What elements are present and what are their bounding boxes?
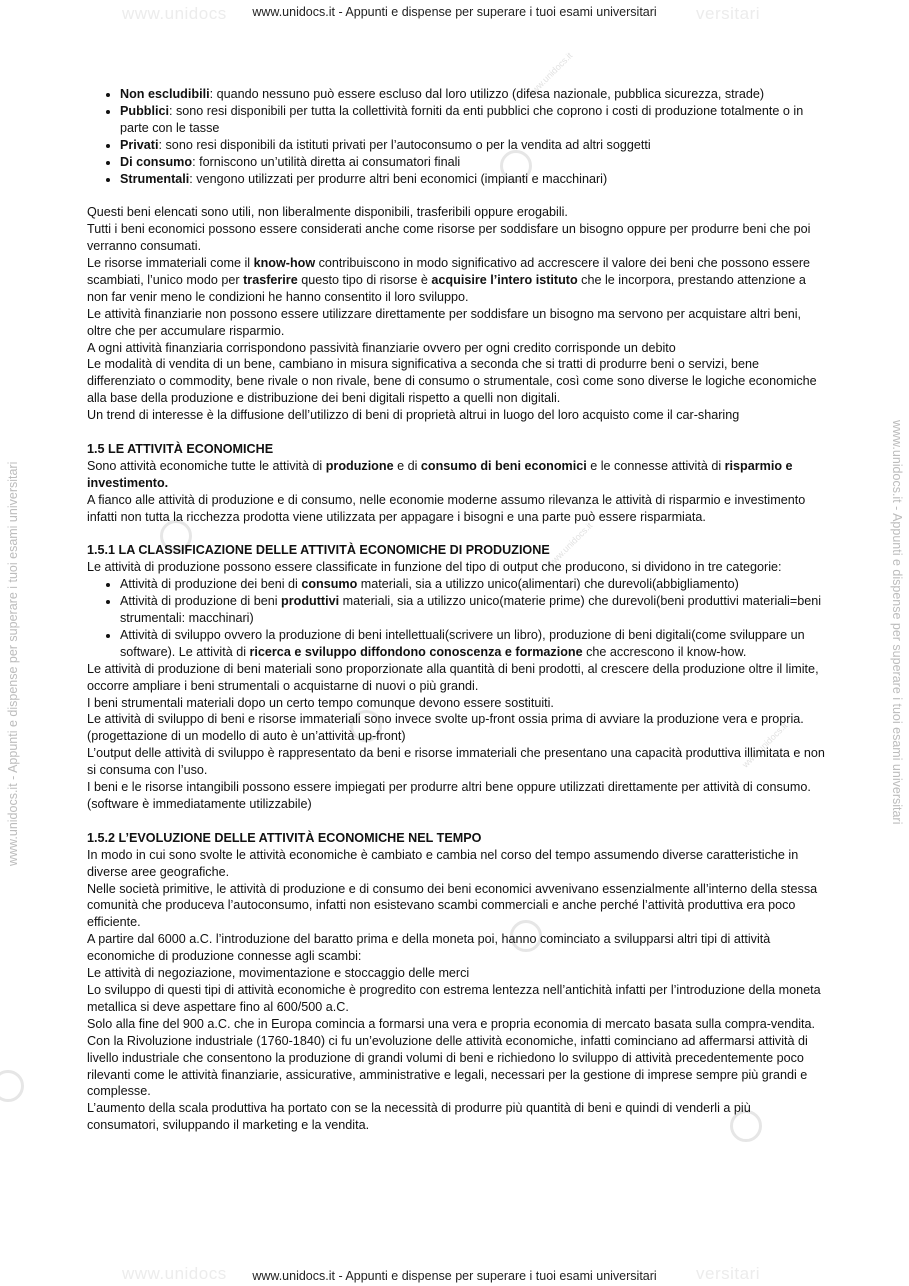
paragraph: Le attività di produzione di beni materiali sono proporzionate alla quantità di beni prodotti, al crescere della produzione oltre il limite, occorre ampliare i beni strumentali o acquistarne di nuovi o più grandi. — [87, 661, 819, 693]
watermark-top-right: versitari — [696, 4, 761, 23]
list-item: • Attività di sviluppo ovvero la produzione di beni intellettuali(scrivere un libro), produzione di beni digitali(come sviluppare un software). Le attività di ricerca e sviluppo diffondono conoscenza e formazione che accrescono il know-how. — [120, 627, 825, 661]
list-item: • Attività di produzione di beni produttivi materiali, sia a utilizzo unico(materie prime) che durevoli(beni produttivi materiali=beni strumentali: macchinari) — [120, 593, 825, 627]
section-heading: 1.5.2 L’EVOLUZIONE DELLE ATTIVITÀ ECONOMICHE NEL TEMPO — [87, 830, 482, 845]
paragraph: L’output delle attività di sviluppo è rappresentato da beni e risorse immateriali che presentano una capacità produttiva illimitata e non si consuma con l’uso. — [87, 746, 825, 778]
paragraph: A partire dal 6000 a.C. l’introduzione del baratto prima e della moneta poi, hanno cominciato a svilupparsi altri tipi di attività economiche di produzione connesse agli scambi: — [87, 932, 771, 964]
paragraph: A ogni attività finanziaria corrispondono passività finanziarie ovvero per ogni credito corrisponde un debito — [87, 340, 676, 355]
paragraph: Lo sviluppo di questi tipi di attività economiche è progredito con estrema lentezza nell’antichità infatti per l’introduzione della moneta metallica si deve aspettare fino al 600/500 a.C. — [87, 982, 821, 1014]
list-attivita — [87, 576, 825, 661]
paragraph: Le attività di produzione possono essere classificate in funzione del tipo di output che producono, si dividono in tre categorie: — [87, 560, 782, 575]
paragraph: Solo alla fine del 900 a.C. che in Europa comincia a formarsi una vera e propria economia di mercato basata sulla compra-vendita. — [87, 1016, 816, 1031]
watermark-diagonal: www.unidocs.it — [525, 50, 575, 100]
definition: : vengono utilizzati per produrre altri beni economici (impianti e macchinari) — [189, 171, 608, 186]
term: Strumentali — [120, 171, 190, 186]
paragraph: A fianco alle attività di produzione e di consumo, nelle economie moderne assumo rilevanza le attività di risparmio e investimento infatti non tutta la ricchezza prodotta viene utilizzata per appagare i bisogni e una parte può essere risparmiata. — [87, 492, 806, 524]
paragraph: Le attività di negoziazione, movimentazione e stoccaggio delle merci — [87, 966, 470, 981]
paragraph: Tutti i beni economici possono essere considerati anche come risorse per soddisfare un bisogno oppure per produrre beni che poi verranno consumati. — [87, 222, 811, 254]
term: Privati — [120, 137, 159, 152]
section-heading: 1.5 LE ATTIVITÀ ECONOMICHE — [87, 442, 274, 456]
term: Pubblici — [120, 103, 169, 118]
paragraph: Le attività finanziarie non possono essere utilizzare direttamente per soddisfare un bisogno ma servono per acquistare altri beni, oltre che per accumulare risparmio. — [87, 306, 802, 338]
paragraph: I beni e le risorse intangibili possono essere impiegati per produrre altri bene oppure utilizzati direttamente per attività di consumo. (software è immediatamente utilizzabile) — [87, 780, 811, 812]
term: Non escludibili — [120, 87, 210, 101]
watermark-left-vertical: www.unidocs.it - Appunti e dispense per superare i tuoi esami universitari — [6, 461, 20, 866]
paragraph: Sono attività economiche tutte le attività di produzione e di consumo di beni economici e le connesse attività di risparmio e investimento. — [87, 458, 793, 490]
paragraph: Le modalità di vendita di un bene, cambiano in misura significativa a seconda che si tratti di produrre beni o servizi, bene differenziato o commodity, bene rivale o non rivale, bene di consumo o strumentale, così come sono diverse le logiche economiche alla base della produzione e distribuzione dei beni digitali rispetto a quelli non digitali. — [87, 357, 817, 406]
paragraph: In modo in cui sono svolte le attività economiche è cambiato e cambia nel corso del tempo assumendo diverse caratteristiche in diverse aree geografiche. — [87, 847, 799, 879]
watermark-logo-icon — [0, 1070, 24, 1102]
paragraph: I beni strumentali materiali dopo un certo tempo comunque devono essere sostituiti. — [87, 695, 554, 710]
term: Di consumo — [120, 154, 193, 169]
paragraph: L’aumento della scala produttiva ha portato con se la necessità di produrre più quantità di beni e quindi di venderli a più consumatori, sviluppando il marketing e la vendita. — [87, 1101, 751, 1133]
list-beni — [87, 86, 825, 187]
list-item — [120, 171, 825, 188]
page-footer: www.unidocs.it - Appunti e dispense per superare i tuoi esami universitari — [252, 1269, 657, 1283]
paragraph: Un trend di interesse è la diffusione dell’utilizzo di beni di proprietà altrui in luogo del loro acquisto come il car-sharing — [87, 408, 740, 423]
document-body — [87, 86, 825, 1134]
watermark-right-vertical: www.unidocs.it - Appunti e dispense per superare i tuoi esami universitari — [890, 420, 904, 825]
watermark-diagonal: www.unidocs.it — [545, 520, 595, 570]
paragraph: Questi beni elencati sono utili, non liberalmente disponibili, trasferibili oppure erogabili. — [87, 205, 568, 220]
definition: : forniscono un’utilità diretta ai consumatori finali — [192, 154, 461, 169]
paragraph: Le attività di sviluppo di beni e risorse immateriali sono invece svolte up-front ossia prima di avviare la produzione vera e propria. (progettazione di un modello di auto è un’attività up-front) — [87, 712, 804, 744]
paragraph: Le risorse immateriali come il know-how contribuiscono in modo significativo ad accrescere il valore dei beni che possono essere scambiati, l’unico modo per trasferire questo tipo di risorse è acquisire l’intero istituto che le incorpora, prestando attenzione a non far venir meno le condizioni he hanno consentito il loro sviluppo. — [87, 256, 811, 304]
list-item — [120, 103, 825, 137]
watermark-bottom-left: www.unidocs — [122, 1264, 227, 1283]
watermark-diagonal: www.unidocs.it — [740, 720, 790, 770]
definition: : quando nessuno può essere escluso dal loro utilizzo (difesa nazionale, pubblica sicurezza, strade) — [209, 87, 765, 101]
paragraph: Con la Rivoluzione industriale (1760-1840) ci fu un’evoluzione delle attività economiche, infatti cominciano ad affermarsi attività di livello industriale che consentono la produzione di grandi volumi di beni e richiedono lo sviluppo di attività precedentemente poco rilevanti come le attività finanziarie, assicurative, amministrative e legali, necessari per la gestione di imprese sempre più grandi e complesse. — [87, 1033, 808, 1099]
watermark-top-left: www.unidocs — [122, 4, 227, 23]
paragraph: Nelle società primitive, le attività di produzione e di consumo dei beni economici avvenivano essenzialmente all’interno della stessa comunità che produceva l’autoconsumo, infatti non esistevano scambi commerciali e anche perché l’attività produttiva era poco efficiente. — [87, 881, 818, 930]
watermark-bottom-right: versitari — [696, 1264, 761, 1283]
list-item — [120, 137, 825, 154]
page-header: www.unidocs.it - Appunti e dispense per superare i tuoi esami universitari — [252, 5, 657, 19]
definition: : sono resi disponibili per tutta la collettività forniti da enti pubblici che coprono i costi di produzione totalmente o in parte con le tasse — [120, 103, 804, 135]
list-item — [120, 86, 825, 103]
list-item: • Attività di produzione dei beni di consumo materiali, sia a utilizzo unico(alimentari) che durevoli(abbigliamento) — [120, 576, 825, 593]
list-item — [120, 154, 825, 171]
definition: : sono resi disponibili da istituti privati per l’autoconsumo o per la vendita ad altri soggetti — [158, 137, 651, 152]
section-heading: 1.5.1 LA CLASSIFICAZIONE DELLE ATTIVITÀ ECONOMICHE DI PRODUZIONE — [87, 543, 550, 558]
